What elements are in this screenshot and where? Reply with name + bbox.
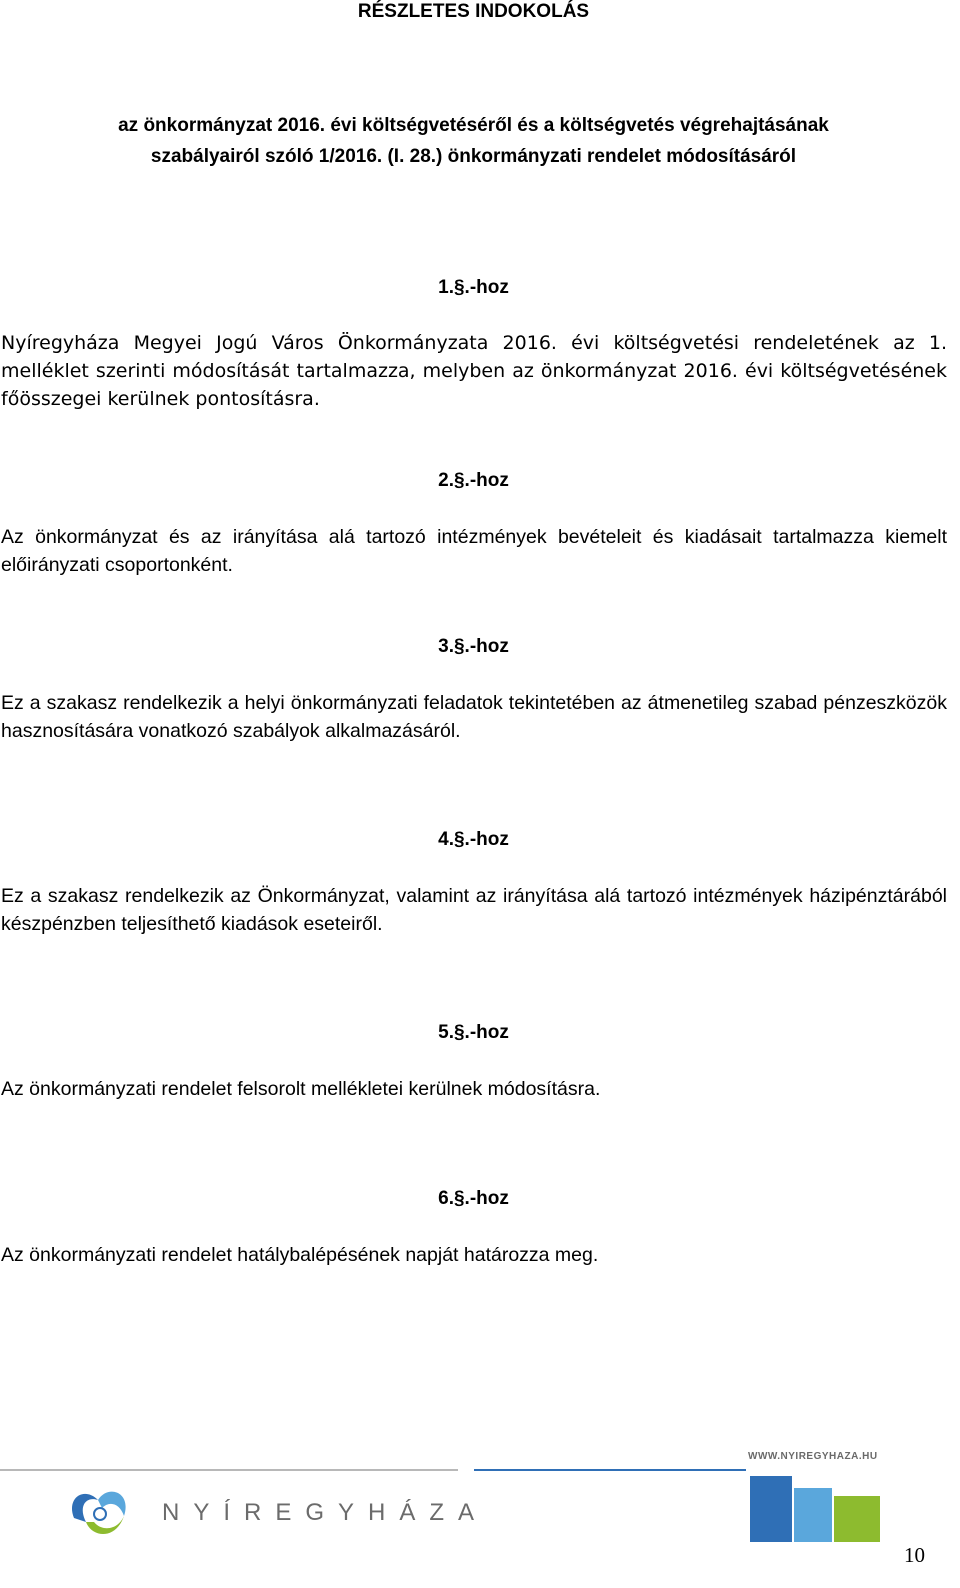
section-heading: 5.§.-hoz [438,1022,509,1043]
section-heading: 3.§.-hoz [438,636,509,657]
section-text: Az önkormányzati rendelet felsorolt mellékletei kerülnek módosításra. [1,1078,601,1100]
footer-gray-line [0,1469,458,1471]
footer-blue-line [474,1469,746,1471]
city-logo-icon [64,1478,136,1550]
page-title: RÉSZLETES INDOKOLÁS [357,1,590,22]
section-heading: 2.§.-hoz [438,470,509,491]
page-number: 10 [904,1543,925,1567]
section-text: Nyíregyháza Megyei Jogú Város Önkormányzata 2016. évi költségvetési rendeletének az 1. melléklet szerinti módosítását tartalmazza, melyben az önkormányzat 2016. évi költségvetésének főösszegei kerülnek pontosításra. [1,332,947,410]
brand-bars-graphic [744,1466,884,1542]
section-text: Az önkormányzat és az irányítása alá tartozó intézmények bevételeit és kiadásait tartalmazza kiemelt előirányzati csoportonként. [1,526,947,576]
logo-wordmark: NYÍREGYHÁZA [162,1499,489,1526]
section-text: Ez a szakasz rendelkezik a helyi önkormányzati feladatok tekintetében az átmenetileg szabad pénzeszközök hasznosítására vonatkozó szabályok alkalmazásáról. [1,692,947,742]
section-text: Ez a szakasz rendelkezik az Önkormányzat, valamint az irányítása alá tartozó intézmények házipénztárából készpénzben teljesíthető kiadások eseteiről. [1,885,947,935]
section-heading: 6.§.-hoz [438,1188,509,1209]
footer-url: WWW.NYIREGYHAZA.HU [748,1451,878,1462]
document-subtitle: az önkormányzat 2016. évi költségvetéséről és a költségvetés végrehajtásának szabályairól szóló 1/2016. (I. 28.) önkormányzati rendelet módosításáról [118,115,829,167]
section-heading: 4.§.-hoz [438,829,509,850]
section-heading: 1.§.-hoz [438,277,509,298]
section-text: Az önkormányzati rendelet hatálybalépésének napját határozza meg. [1,1244,599,1266]
